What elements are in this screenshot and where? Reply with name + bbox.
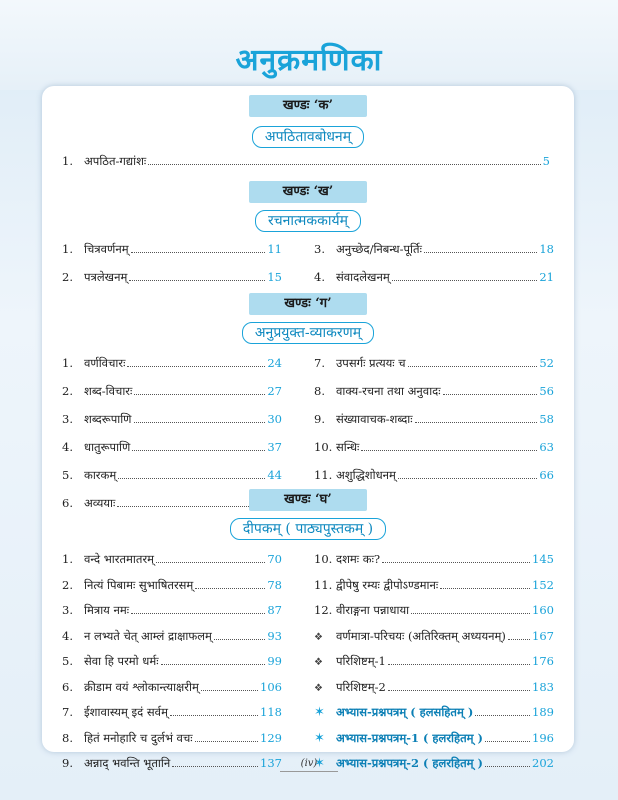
entry-page-number: 63: [539, 440, 554, 454]
toc-entry[interactable]: [62, 412, 282, 427]
diamond-bullet-icon: ❖: [314, 631, 323, 643]
toc-entry[interactable]: [314, 468, 554, 483]
entry-title: अभ्यास-प्रश्नपत्रम्-2 ( हलरहितम् ): [336, 756, 483, 770]
subhead-label: दीपकम् ( पाठ्यपुस्तकम् ): [230, 518, 386, 540]
entry-title: हितं मनोहारि च दुर्लभं वचः: [84, 730, 193, 745]
toc-entry[interactable]: [62, 270, 282, 285]
entry-page-number: 137: [260, 756, 282, 770]
entry-page-number: 58: [539, 412, 554, 426]
entry-page-number: 99: [267, 654, 282, 668]
entry-page-number: 87: [267, 603, 282, 617]
dot-leader: [131, 606, 265, 614]
entry-title: शब्दरूपाणि: [84, 412, 132, 426]
entry-title: न लभ्यते चेत् आम्लं द्राक्षाफलम्: [84, 628, 212, 643]
diamond-bullet-icon: ❖: [314, 682, 323, 694]
entry-number: 10.: [314, 552, 333, 566]
dot-leader: [443, 387, 538, 395]
subhead-label: अनुप्रयुक्त-व्याकरणम्: [242, 322, 374, 344]
dot-leader: [475, 708, 530, 716]
entry-number: 9.: [314, 412, 325, 426]
entry-number: 1.: [62, 154, 73, 168]
diamond-bullet-icon: ❖: [314, 657, 323, 668]
dot-leader: [398, 471, 537, 479]
dot-leader: [415, 415, 538, 423]
entry-page-number: 11: [267, 242, 282, 256]
entry-page-number: 15: [267, 270, 282, 284]
entry-title: वर्णमात्रा-परिचयः (अतिरिक्तम् अध्ययनम्): [336, 628, 506, 643]
entry-title: सेवा हि परमो धर्मः: [84, 654, 159, 668]
entry-title: परिशिष्टम्-2: [336, 679, 386, 694]
dot-leader: [134, 415, 266, 423]
toc-entry[interactable]: [62, 654, 282, 669]
toc-entry[interactable]: [314, 654, 554, 669]
khand-gha-header: [42, 488, 574, 511]
entry-title: पत्रलेखनम्: [84, 270, 128, 284]
entry-title: अशुद्धिशोधनम्: [336, 468, 396, 482]
entry-number: 12.: [314, 603, 333, 617]
toc-entry[interactable]: [314, 578, 554, 593]
star-bullet-icon: ✶: [314, 730, 325, 746]
toc-entry[interactable]: [62, 356, 282, 371]
khand-ka-header: [42, 94, 574, 117]
dot-leader: [408, 359, 538, 367]
entry-page-number: 183: [532, 679, 554, 694]
entry-number: 11.: [314, 468, 333, 482]
entry-title: नित्यं पिबामः सुभाषितरसम्: [84, 577, 194, 592]
dot-leader: [195, 581, 265, 589]
dot-leader: [134, 387, 265, 395]
dot-leader: [508, 632, 530, 640]
toc-entry[interactable]: [62, 680, 282, 695]
entry-number: 4.: [62, 440, 73, 454]
entry-title: अभ्यास-प्रश्नपत्रम्-1 ( हलरहितम् ): [336, 730, 483, 745]
entry-title: अव्ययाः: [84, 496, 116, 510]
footer-divider: [280, 771, 338, 772]
entry-page-number: 189: [532, 705, 554, 719]
dot-leader: [392, 273, 538, 281]
entry-number: 9.: [62, 756, 73, 770]
entry-number: 8.: [62, 730, 73, 745]
entry-title: अभ्यास-प्रश्नपत्रम् ( हलसहितम् ): [336, 705, 474, 719]
entry-page-number: 196: [532, 730, 554, 745]
entry-title: वन्दे भारतमातरम्: [84, 552, 155, 566]
entry-page-number: 52: [539, 356, 554, 370]
entry-page-number: 106: [260, 679, 282, 694]
entry-page-number: 202: [532, 756, 554, 770]
entry-title: क्रीडाम वयं श्लोकान्त्याक्षरीम्: [84, 679, 199, 694]
entry-title: मित्राय नमः: [84, 603, 130, 617]
dot-leader: [131, 245, 266, 253]
entry-number: 6.: [62, 679, 73, 694]
khand-label: खण्डः ‘क’: [249, 95, 367, 117]
entry-number: 1.: [62, 242, 73, 256]
dot-leader: [161, 657, 266, 665]
khand-label: खण्डः ‘ख’: [249, 181, 367, 203]
entry-page-number: 21: [539, 270, 554, 284]
entry-number: 11.: [314, 577, 333, 592]
entry-number: 3.: [62, 603, 73, 617]
page-title: अनुक्रमणिका: [235, 43, 383, 78]
toc-entry[interactable]: [62, 731, 282, 746]
dot-leader: [440, 581, 530, 589]
entry-number: 2.: [62, 577, 73, 592]
star-bullet-icon: ✶: [314, 756, 325, 771]
entry-page-number: 70: [267, 552, 282, 566]
dot-leader: [382, 555, 530, 563]
dot-leader: [388, 683, 530, 691]
entry-title: उपसर्गः प्रत्ययः च: [336, 356, 406, 370]
entry-number: 4.: [62, 628, 73, 643]
entry-page-number: 145: [532, 552, 554, 566]
entry-page-number: 18: [539, 242, 554, 256]
entry-page-number: 56: [539, 384, 554, 398]
khand-ka-subhead: [42, 126, 574, 148]
subhead-label: रचनात्मककार्यम्: [255, 210, 361, 232]
entry-page-number: 152: [532, 577, 554, 592]
khand-kha-subhead: [42, 210, 574, 232]
toc-entry[interactable]: [314, 680, 554, 695]
dot-leader: [129, 273, 265, 281]
entry-title: अनुच्छेद/निबन्ध-पूर्तिः: [336, 242, 422, 256]
toc-entry[interactable]: [314, 603, 554, 618]
entry-title: द्वीपेषु रम्यः द्वीपोऽण्डमानः: [336, 577, 439, 592]
toc-entry[interactable]: [314, 356, 554, 371]
entry-page-number: 160: [532, 603, 554, 617]
toc-entry[interactable]: [314, 412, 554, 427]
entry-page-number: 93: [267, 628, 282, 643]
dot-leader: [132, 443, 265, 451]
entry-number: 5.: [62, 654, 73, 668]
entry-title: ईशावास्यम् इदं सर्वम्: [84, 705, 168, 719]
entry-page-number: 167: [532, 628, 554, 643]
entry-title: संवादलेखनम्: [336, 270, 390, 284]
entry-title: वीराङ्गना पन्नाधाया: [336, 603, 410, 617]
entry-page-number: 66: [539, 468, 554, 482]
toc-entry[interactable]: [62, 384, 282, 399]
toc-entry[interactable]: [62, 552, 282, 567]
toc-entry[interactable]: [62, 242, 282, 257]
khand-ga-header: [42, 292, 574, 315]
khand-label: खण्डः ‘घ’: [249, 489, 367, 511]
entry-title: संख्यावाचक-शब्दाः: [336, 412, 413, 426]
toc-entry[interactable]: [314, 731, 554, 746]
entry-title: धातुरूपाणि: [84, 440, 131, 454]
star-bullet-icon: ✶: [314, 705, 325, 720]
khand-kha-header: [42, 180, 574, 203]
entry-number: 7.: [62, 705, 73, 719]
dot-leader: [148, 157, 540, 165]
entry-page-number: 176: [532, 654, 554, 668]
entry-title: दशमः कः?: [336, 552, 381, 566]
entry-page-number: 30: [267, 412, 282, 426]
toc-entry[interactable]: [314, 440, 554, 455]
toc-entry[interactable]: [314, 270, 554, 285]
entry-title: अपठित-गद्यांशः: [84, 154, 147, 168]
entry-title: सन्धिः: [336, 440, 360, 454]
toc-entry[interactable]: [62, 154, 550, 169]
toc-entry[interactable]: [314, 705, 554, 720]
entry-page-number: 27: [267, 384, 282, 398]
dot-leader: [127, 359, 265, 367]
toc-entry[interactable]: [62, 629, 282, 644]
entry-number: 4.: [314, 270, 325, 284]
entry-number: 7.: [314, 356, 325, 370]
entry-number: 2.: [62, 270, 73, 284]
dot-leader: [388, 657, 530, 665]
khand-ga-subhead: [42, 322, 574, 344]
entry-number: 1.: [62, 356, 73, 370]
dot-leader: [361, 443, 537, 451]
entry-title: वाक्य-रचना तथा अनुवादः: [336, 384, 441, 398]
entry-page-number: 24: [267, 356, 282, 370]
entry-number: 6.: [62, 496, 73, 510]
toc-entry[interactable]: [314, 552, 554, 567]
dot-leader: [411, 606, 530, 614]
entry-title: कारकम्: [84, 468, 117, 482]
toc-entry[interactable]: [314, 629, 554, 644]
page-number: (iv): [300, 758, 318, 769]
subhead-label: अपठितावबोधनम्: [252, 126, 364, 148]
toc-entry[interactable]: [62, 468, 282, 483]
toc-entry[interactable]: [62, 440, 282, 455]
entry-number: 8.: [314, 384, 325, 398]
entry-title: चित्रवर्णनम्: [84, 242, 129, 256]
entry-number: 3.: [314, 242, 325, 256]
entry-title: शब्द-विचारः: [84, 384, 133, 398]
dot-leader: [156, 555, 265, 563]
khand-gha-subhead: [42, 518, 574, 540]
toc-entry[interactable]: [62, 578, 282, 593]
dot-leader: [424, 245, 537, 253]
entry-page-number: 5: [542, 154, 550, 168]
khand-label: खण्डः ‘ग’: [249, 293, 367, 315]
entry-page-number: 78: [267, 577, 282, 592]
dot-leader: [485, 734, 530, 742]
entry-number: 5.: [62, 468, 73, 482]
entry-page-number: 37: [267, 440, 282, 454]
entry-number: 2.: [62, 384, 73, 398]
entry-page-number: 129: [260, 730, 282, 745]
entry-title: अन्नाद् भवन्ति भूतानि: [84, 756, 171, 770]
entry-title: परिशिष्टम्-1: [336, 654, 386, 668]
dot-leader: [118, 471, 265, 479]
entry-number: 10.: [314, 440, 333, 454]
dot-leader: [195, 734, 258, 742]
toc-entry[interactable]: [62, 603, 282, 618]
entry-page-number: 44: [267, 468, 282, 482]
entry-number: 3.: [62, 412, 73, 426]
toc-entry[interactable]: [314, 242, 554, 257]
toc-entry[interactable]: [62, 705, 282, 720]
toc-entry[interactable]: [314, 384, 554, 399]
dot-leader: [201, 683, 258, 691]
entry-title: वर्णविचारः: [84, 356, 126, 370]
entry-number: 1.: [62, 552, 73, 566]
dot-leader: [214, 632, 265, 640]
entry-page-number: 118: [260, 705, 282, 719]
dot-leader: [170, 708, 258, 716]
